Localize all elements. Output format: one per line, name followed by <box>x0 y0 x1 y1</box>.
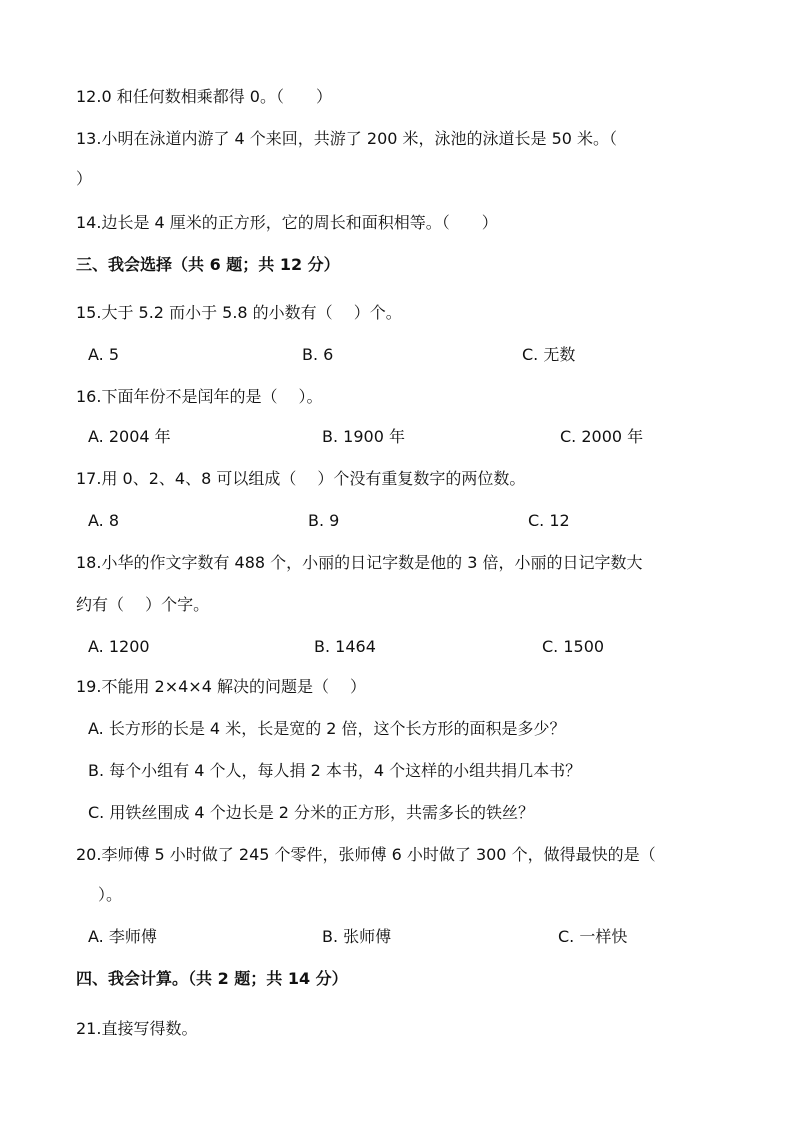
question-20-option-a: A. 李师傅 <box>88 927 157 946</box>
question-21: 21.直接写得数。 <box>76 1019 198 1038</box>
question-16-option-a: A. 2004 年 <box>88 427 171 446</box>
question-17-option-c: C. 12 <box>528 511 570 530</box>
question-18-line2: 约有（ ）个字。 <box>76 595 210 614</box>
question-12: 12.0 和任何数相乘都得 0。（ ） <box>76 87 332 106</box>
question-15-option-c: C. 无数 <box>522 345 576 364</box>
question-18-option-b: B. 1464 <box>314 637 376 656</box>
question-19-option-c: C. 用铁丝围成 4 个边长是 2 分米的正方形，共需多长的铁丝？ <box>88 803 535 822</box>
question-15-option-a: A. 5 <box>88 345 120 364</box>
question-19-option-b: B. 每个小组有 4 个人，每人捐 2 本书，4 个这样的小组共捐几本书？ <box>88 761 582 780</box>
question-15: 15.大于 5.2 而小于 5.8 的小数有（ ）个。 <box>76 303 402 322</box>
question-16-option-b: B. 1900 年 <box>322 427 405 446</box>
question-18-option-a: A. 1200 <box>88 637 150 656</box>
question-18-line1: 18.小华的作文字数有 488 个，小丽的日记字数是他的 3 倍，小丽的日记字数大 <box>76 553 643 572</box>
question-19-option-a: A. 长方形的长是 4 米，长是宽的 2 倍，这个长方形的面积是多少？ <box>88 719 566 738</box>
question-20-line2: ）。 <box>98 885 123 904</box>
question-16-option-c: C. 2000 年 <box>560 427 644 446</box>
section-4-heading: 四、我会计算。（共 2 题；共 14 分） <box>76 969 348 988</box>
question-13-line1: 13.小明在泳道内游了 4 个来回，共游了 200 米，泳池的泳道长是 50 米。（ <box>76 129 618 148</box>
question-19: 19.不能用 2×4×4 解决的问题是（ ） <box>76 677 367 696</box>
question-15-option-b: B. 6 <box>302 345 334 364</box>
section-3-heading: 三、我会选择（共 6 题；共 12 分） <box>76 255 340 274</box>
question-20-option-b: B. 张师傅 <box>322 927 392 946</box>
question-16: 16.下面年份不是闰年的是（ ）。 <box>76 387 323 406</box>
question-20-option-c: C. 一样快 <box>558 927 628 946</box>
question-17-option-b: B. 9 <box>308 511 340 530</box>
question-17-option-a: A. 8 <box>88 511 120 530</box>
question-13-line2: ） <box>76 169 93 188</box>
question-18-option-c: C. 1500 <box>542 637 605 656</box>
question-20-line1: 20.李师傅 5 小时做了 245 个零件，张师傅 6 小时做了 300 个，做得最快的是（ <box>76 845 656 864</box>
question-14: 14.边长是 4 厘米的正方形，它的周长和面积相等。（ ） <box>76 213 498 232</box>
question-17: 17.用 0、2、4、8 可以组成（ ）个没有重复数字的两位数。 <box>76 469 526 488</box>
